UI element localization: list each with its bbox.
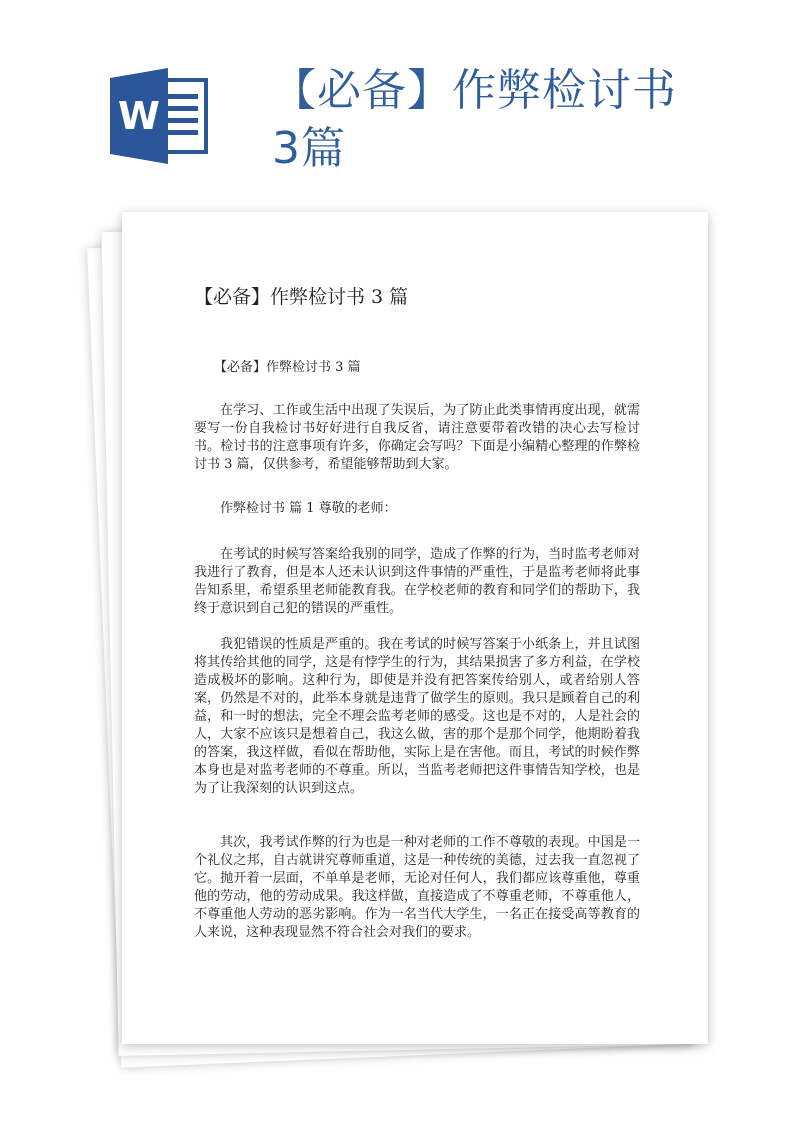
word-document-icon: [106, 66, 218, 166]
document-title: 【必备】作弊检讨书 3 篇: [194, 286, 409, 308]
header-title: 【必备】作弊检讨书3篇: [272, 65, 677, 174]
body-paragraph-2: 我犯错误的性质是严重的。我在考试的时候写答案于小纸条上，并且试图将其传给其他的同学，这是有悖学生的行为，其结果损害了多方利益，在学校造成极坏的影响。这种行为，即使是并没有把答案传给别人，或者给别人答案，仍然是不对的，此举本身就是违背了做学生的原则。我只是顾着自己的利益，和一时的想法，完全不理会监考老师的感受。这也是不对的，人是社会的人，大家不应该只是想着自己，我这么做，害的那个是那个同学，他期盼着我的答案，我这样做，看似在帮助他，实际上是在害他。而且，考试的时候作弊本身也是对监考老师的不尊重。所以，当监考老师把这件事情告知学校，也是为了让我深刻的认识到这点。: [194, 637, 640, 796]
document-page: [122, 212, 708, 1044]
document-subtitle: 【必备】作弊检讨书 3 篇: [214, 360, 361, 375]
intro-paragraph: 在学习、工作或生活中出现了失误后，为了防止此类事情再度出现，就需要写一份自我检讨书好好进行自我反省，请注意要带着改错的决心去写检讨书。检讨书的注意事项有许多，你确定会写吗？下面是小编精心整理的作弊检讨书 3 篇，仅供参考，希望能够帮助到大家。: [194, 403, 640, 472]
word-logo-letter: W: [118, 94, 160, 138]
body-paragraph-3: 其次，我考试作弊的行为也是一种对老师的工作不尊敬的表现。中国是一个礼仪之邦，自古就讲究尊师重道，这是一种传统的美德，过去我一直忽视了它。抛开着一层面，不单单是老师，无论对任何人，我们都应该尊重他，尊重他的劳动，他的劳动成果。我这样做，直接造成了不尊重老师，不尊重他人，不尊重他人劳动的恶劣影响。作为一名当代大学生，一名正在接受高等教育的人来说，这种表现显然不符合社会对我们的要求。: [194, 835, 640, 940]
greeting-line: 作弊检讨书 篇 1 尊敬的老师：: [220, 501, 397, 516]
body-paragraph-1: 在考试的时候写答案给我别的同学，造成了作弊的行为，当时监考老师对我进行了教育，但是本人还未认识到这件事情的严重性，于是监考老师将此事告知系里，希望系里老师能教育我。在学校老师的教育和同学们的帮助下，我终于意识到自己犯的错误的严重性。: [194, 547, 640, 616]
